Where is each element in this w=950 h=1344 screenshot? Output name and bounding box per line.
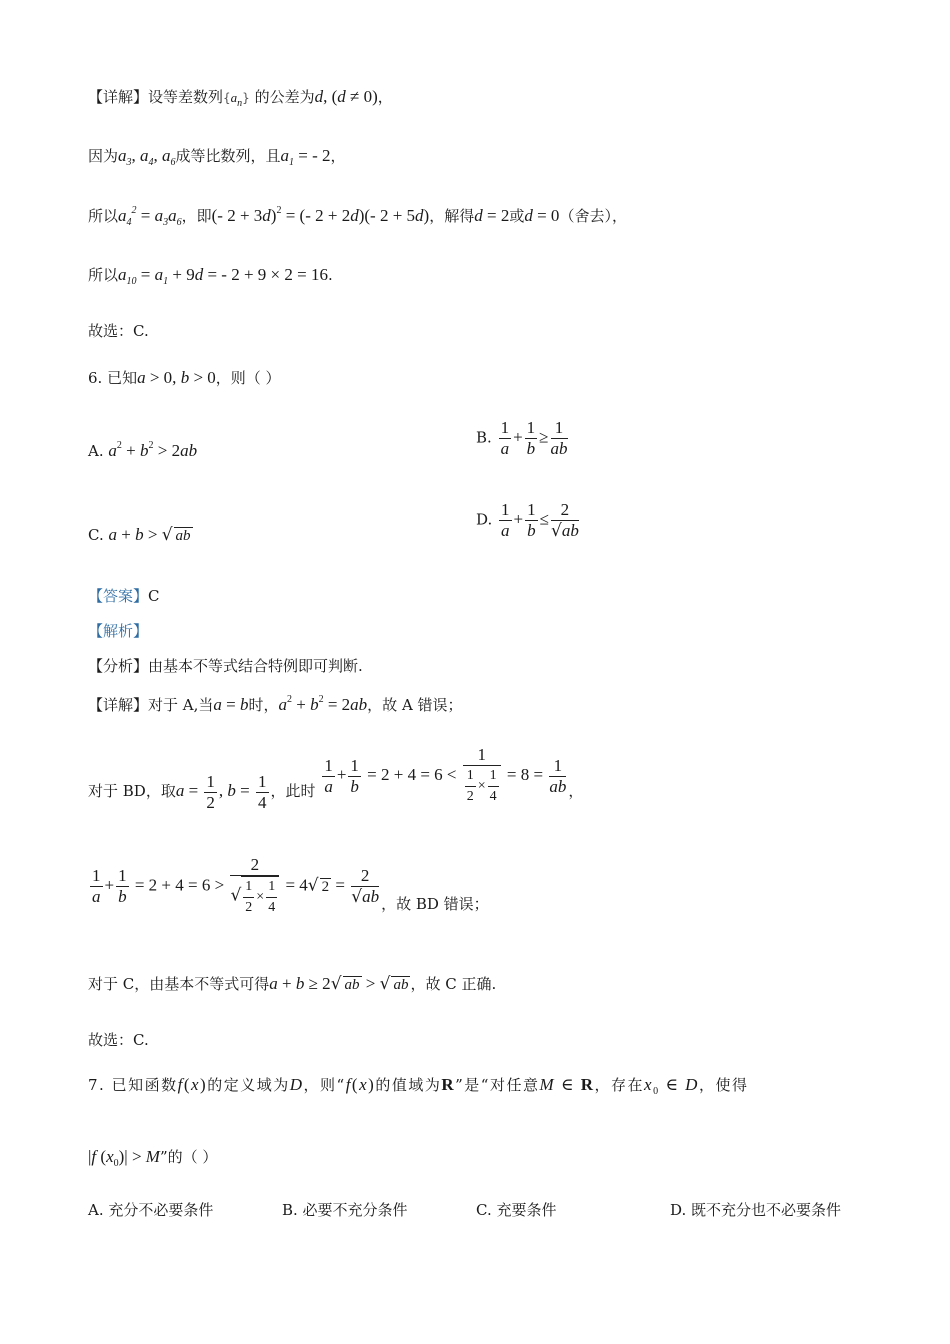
detail-line-1: 【详解】设等差数列$\{a_n\}$ 的公差为d, (d ≠ 0)， bbox=[88, 87, 393, 109]
detail-c-line: 对于 C，由基本不等式可得a + b ≥ 2√ ab > √ ab ，故 C 正确. bbox=[88, 974, 497, 994]
answer-line: 【答案】C bbox=[88, 587, 160, 605]
choose-line-1: 故选：C. bbox=[88, 322, 149, 340]
q7-option-d: D. 既不充分也不必要条件 bbox=[670, 1201, 842, 1219]
q7-option-c: C. 充要条件 bbox=[476, 1201, 557, 1219]
detail-line-4: 所以$a_{10} = a_1 + 9d$ = - 2 + 9 × 2 = 16. bbox=[88, 265, 333, 287]
detail-line-3: 所以$a_4^2 = a_3a_6$，即(- 2 + 3d)$^2$ = (- 2 + 2d)(- 2 + 5d)，解得d = 2或d = 0（舍去）， bbox=[88, 205, 627, 228]
analysis-tag: 【解析】 bbox=[88, 622, 149, 640]
q7-option-a: A. 充分不必要条件 bbox=[88, 1201, 214, 1219]
q7-option-b: B. 必要不充分条件 bbox=[282, 1201, 408, 1219]
option-a: A. $a^2 + b^2 > 2ab$ bbox=[88, 440, 198, 460]
choose-line-2: 故选：C. bbox=[88, 1031, 149, 1049]
detail-a-line: 【详解】对于 A,当a = b时，$a^2 + b^2 = 2ab$，故 A 错误； bbox=[88, 694, 463, 714]
analysis-line: 【分析】由基本不等式结合特例即可判断. bbox=[88, 657, 363, 675]
detail-bd-line: 对于 BD，取a = $\frac{1}{2}$ , b = $\frac{1}{4}$ ，此时 $\frac{1}{a}$ + $\frac{1}{b}$ = 2 + 4 = 6 < 1 $\frac{1}{2}$ × $\frac{1}{4}$ = 8 = $\frac{1}{ab}$ ， bbox=[88, 745, 584, 812]
detail-line-2: 因为$a_3$, $a_4$, $a_6$成等比数列，且$a_1$ = - 2， bbox=[88, 146, 346, 168]
question-6: 6. 已知a > 0, b > 0，则（ ） bbox=[88, 368, 281, 387]
question-7-line-1: 7. 已知函数f(x)的定义域为D，则“f(x)的值域为R”是“对任意M ∈ R，存在$x_0$ ∈ D，使得 bbox=[88, 1075, 749, 1097]
option-c: C. a + b > √ ab bbox=[88, 525, 191, 545]
option-d: D. $\frac{1}{a}$ + $\frac{1}{b}$ ≤ $\frac{2}{√ab}$ bbox=[476, 500, 579, 541]
question-7-line-2: |f $(x_0)| > M$”的（ ） bbox=[88, 1147, 218, 1169]
detail-bd-line-2: $\frac{1}{a}$ + $\frac{1}{b}$ = 2 + 4 = 6 > 2 √ $\frac{1}{2}$ × $\frac{1}{4}$ = 4√ 2 = $\frac{2}{√ab}$ ，故 BD 错误； bbox=[88, 855, 489, 918]
option-b: B. $\frac{1}{a}$ + $\frac{1}{b}$ ≥ $\frac{1}{ab}$ bbox=[476, 418, 568, 458]
